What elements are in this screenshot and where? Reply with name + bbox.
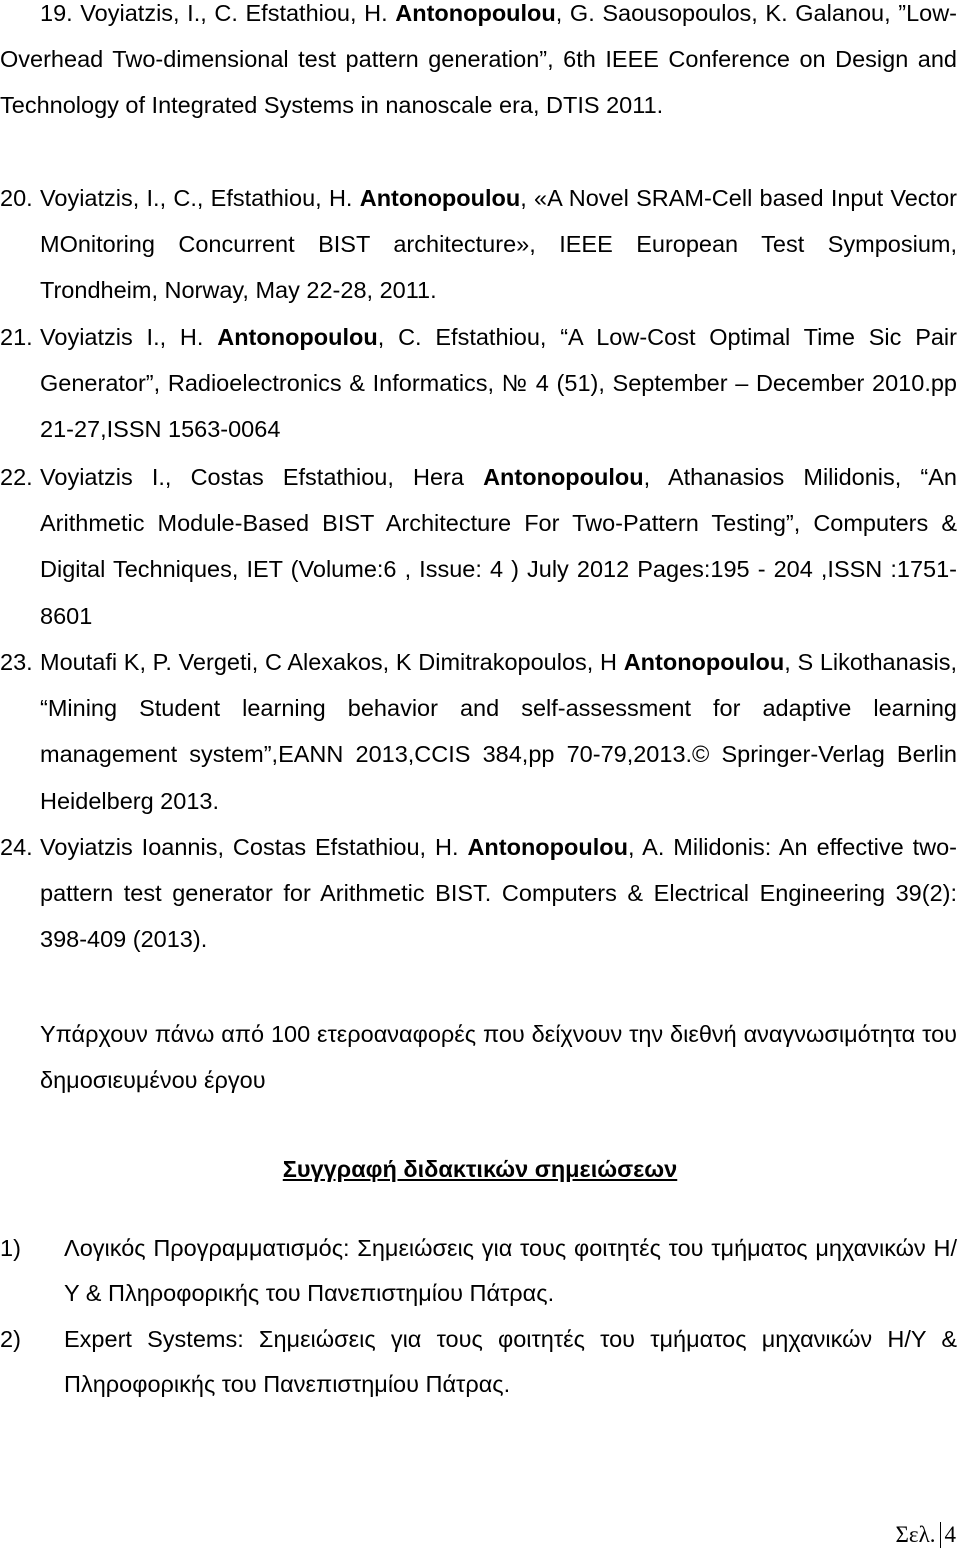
note-text: Expert Systems: Σημειώσεις για τους φοιτητές του τμήματος μηχανικών Η/Υ & Πληροφορικής του Πανεπιστημίου Πάτρας. — [64, 1326, 957, 1397]
reference-number: 22. — [0, 464, 33, 490]
reference-authors: Moutafi K, P. Vergeti, C Alexakos, K Dimitrakopoulos, H — [40, 649, 624, 675]
section-heading: Συγγραφή διδακτικών σημειώσεων — [282, 1156, 678, 1182]
reference-23 — [0, 639, 957, 824]
reference-number: 21. — [0, 324, 33, 350]
reference-text — [40, 824, 957, 963]
reference-text — [40, 314, 957, 453]
reference-details: , S Likothanasis, “Mining Student learning behavior and self-assessment for adaptive learning management system”,EANN 2013,CCIS 384,pp 70-79,2013.© Springer-Verlag Berlin Heidelberg 2013. — [40, 649, 957, 814]
reference-text — [40, 454, 957, 639]
teaching-note-2 — [0, 1317, 957, 1407]
reference-details: , «A Novel SRAM-Cell based Input Vector MOnitoring Concurrent BIST architecture», IEEE European Test Symposium, Trondheim, Norway, May 22-28, 2011. — [40, 185, 957, 304]
reference-details: , A. Milidonis: An effective two-pattern test generator for Arithmetic BIST. Computers & Electrical Engineering 39(2): 398-409 (2013). — [40, 834, 957, 953]
page-number: 4 — [940, 1522, 957, 1548]
reference-22 — [0, 454, 957, 639]
reference-number: 24. — [0, 834, 33, 860]
reference-highlighted-author: Antonopoulou — [217, 324, 378, 350]
reference-highlighted-author: Antonopoulou — [395, 0, 556, 26]
reference-number: 23. — [0, 649, 33, 675]
reference-24 — [0, 824, 957, 963]
teaching-note-1 — [0, 1226, 957, 1316]
note-number: 2) — [0, 1326, 21, 1352]
page-label: Σελ. — [895, 1522, 936, 1547]
reference-text — [40, 639, 957, 824]
reference-authors: Voyiatzis I., H. — [40, 324, 218, 350]
note-number: 1) — [0, 1235, 21, 1261]
reference-21 — [0, 314, 957, 453]
note-text: Λογικός Προγραμματισμός: Σημειώσεις για τους φοιτητές του τμήματος μηχανικών Η/Υ & Πληροφορικής του Πανεπιστημίου Πάτρας. — [64, 1235, 957, 1306]
reference-details: , Athanasios Milidonis, “An Arithmetic Module-Based BIST Architecture For Two-Pattern Testing”, Computers & Digital Techniques, IET (Volume:6 , Issue: 4 ) July 2012 Pages:195 - 204 ,ISSN :1751-8601 — [40, 464, 958, 629]
reference-highlighted-author: Antonopoulou — [467, 834, 628, 860]
reference-authors: Voyiatzis, I., C. Efstathiou, H. — [80, 0, 396, 26]
reference-number: 20. — [0, 185, 33, 211]
reference-text — [40, 175, 957, 314]
reference-authors: Voyiatzis, I., C., Efstathiou, H. — [40, 185, 360, 211]
page-footer — [896, 1522, 956, 1548]
reference-text — [0, 0, 957, 129]
reference-20 — [0, 175, 957, 314]
reference-details: , G. Saousopoulos, K. Galanou, ”Low-Overhead Two-dimensional test pattern generation”, 6th IEEE Conference on Design and Technology of Integrated Systems in nanoscale era, DTIS 2011. — [0, 0, 957, 119]
citations-note: Υπάρχουν πάνω από 100 ετεροαναφορές που δείχνουν την διεθνή αναγνωσιμότητα του δημοσιευμένου έργου — [40, 1021, 957, 1093]
reference-19 — [0, 0, 957, 129]
reference-highlighted-author: Antonopoulou — [623, 649, 785, 675]
reference-highlighted-author: Antonopoulou — [483, 464, 644, 490]
reference-highlighted-author: Antonopoulou — [359, 185, 521, 211]
reference-authors: Voyiatzis I., Costas Efstathiou, Hera — [40, 464, 484, 490]
reference-number-inline: 19. — [40, 0, 73, 26]
reference-authors: Voyiatzis Ioannis, Costas Efstathiou, H. — [40, 834, 468, 860]
reference-details: , C. Efstathiou, “A Low-Cost Optimal Time Sic Pair Generator”, Radioelectronics & Informatics, № 4 (51), September – December 2010.pp 21-27,ISSN 1563-0064 — [40, 324, 957, 443]
